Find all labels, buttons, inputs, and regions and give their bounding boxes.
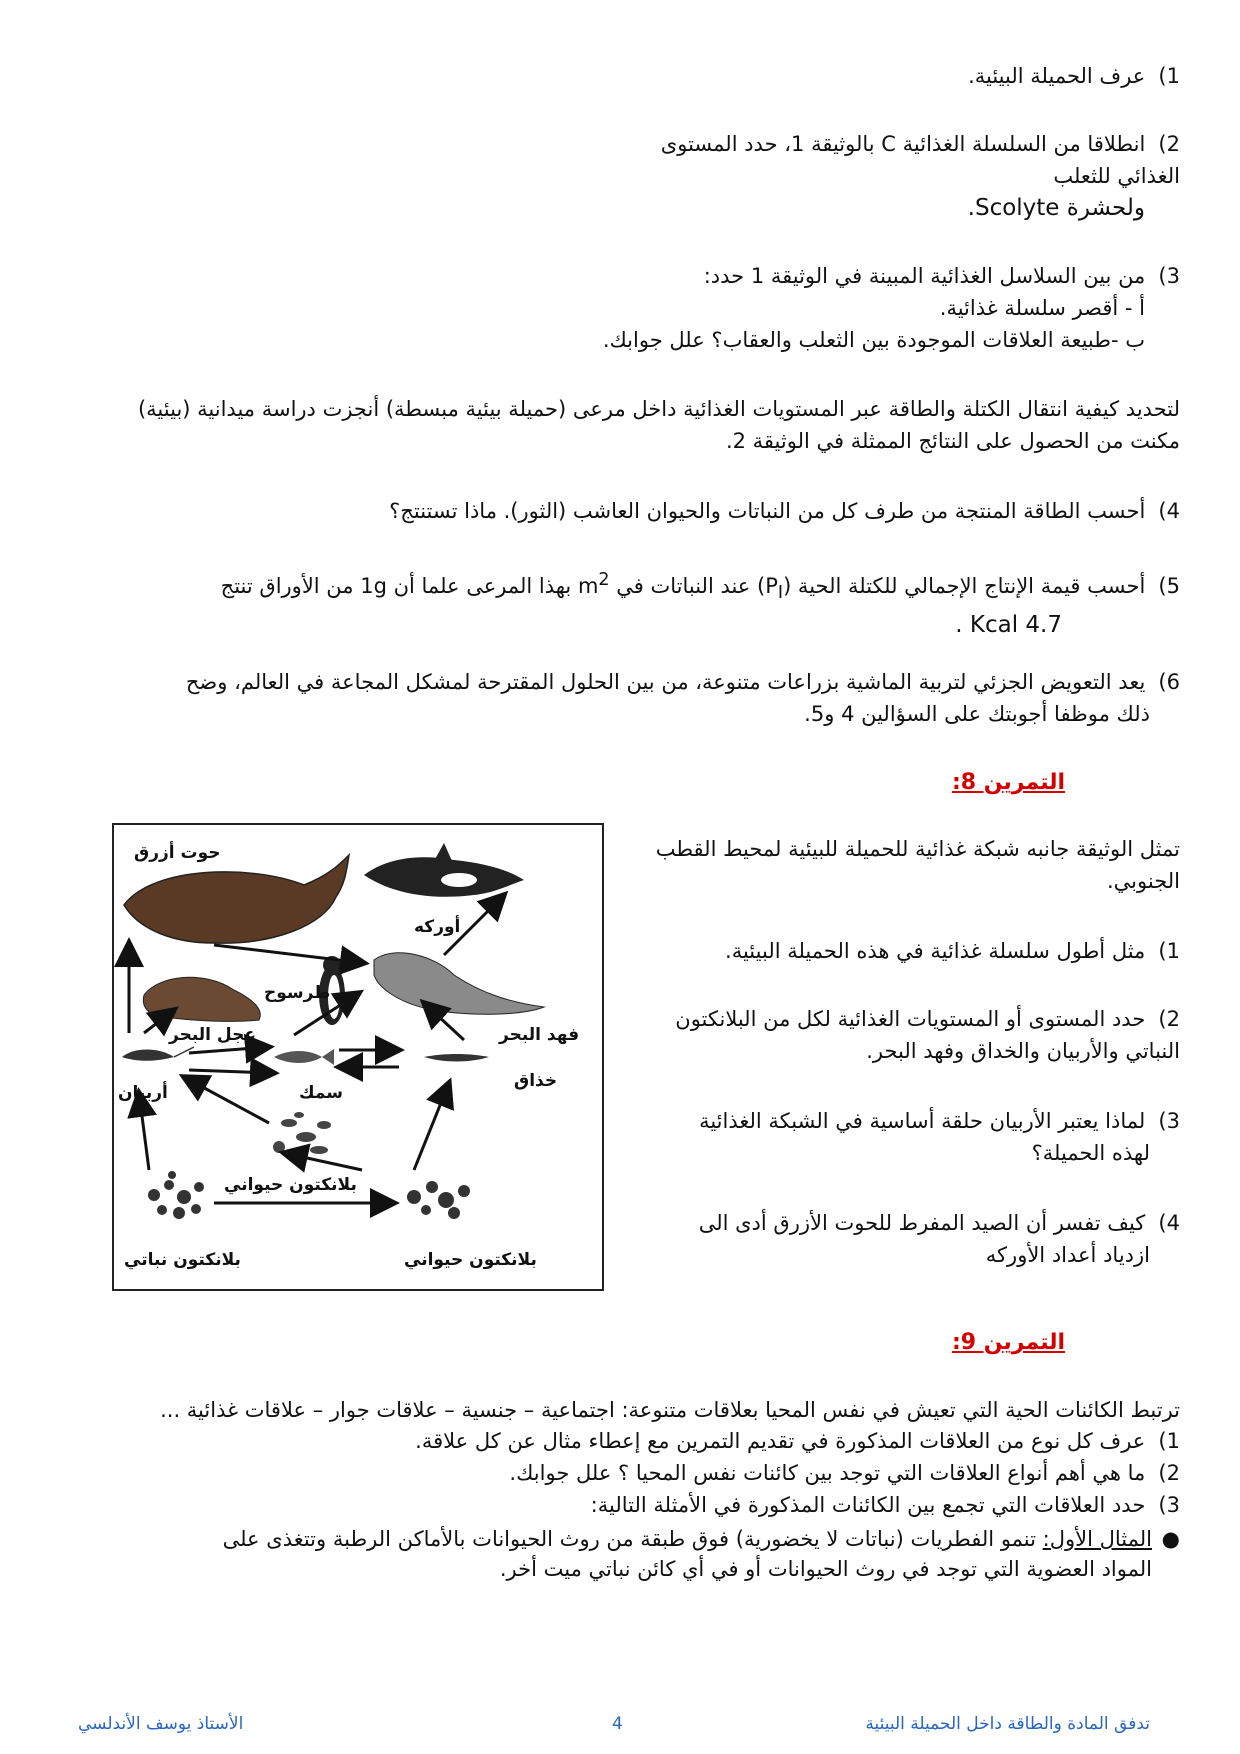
question-text-line: 4.7 Kcal .: [955, 612, 1062, 639]
exercise-9-question-3: [591, 1490, 1180, 1520]
question-3: [603, 260, 1180, 356]
question-text: أحسب قيمة الإنتاج الإجمالي للكتلة الحية (P: [765, 574, 1146, 598]
bullet-icon: ●: [1161, 1527, 1180, 1551]
question-number: 1): [1158, 939, 1180, 963]
question-number: 4): [1158, 499, 1180, 523]
label-blue-whale: حوت أزرق: [134, 843, 221, 863]
exercise-9-question-2: [509, 1458, 1180, 1488]
example-label: المثال الأول:: [1042, 1527, 1152, 1551]
footer-title: تدفق المادة والطاقة داخل الحميلة البيئية: [865, 1714, 1150, 1734]
exercise-9-intro: ترتبط الكائنات الحية التي تعيش في نفس المحيا بعلاقات متنوعة: اجتماعية – جنسية – علاقات جوار – علاقات غذائية ...: [160, 1398, 1180, 1422]
food-web-drawing: [114, 825, 602, 1289]
question-number: 2): [1158, 132, 1180, 156]
question-text-line: ذلك موظفا أجوبتك على السؤالين 4 و5.: [804, 702, 1150, 726]
zooplankton-bottom-icon: [407, 1181, 470, 1219]
sub-question-a: أ - أقصر سلسلة غذائية.: [939, 296, 1145, 320]
question-text: بهذا المرعى علما أن 1g من الأوراق تنتج: [220, 574, 578, 598]
question-number: 2): [1158, 1461, 1180, 1485]
label-shrimp: أربيان: [118, 1083, 168, 1103]
question-text: انطلاقا من السلسلة الغذائية C بالوثيقة 1، حدد المستوى: [660, 132, 1146, 156]
question-text: يعد التعويض الجزئي لتربية الماشية بزراعات متنوعة، من بين الحلول المقترحة لمشكل المجاعة في العالم، وضح: [185, 670, 1146, 694]
superscript: 2: [598, 570, 610, 590]
question-text: عرف الحميلة البيئية.: [968, 64, 1146, 88]
intro-line: تمثل الوثيقة جانبه شبكة غذائية للحميلة للبيئية لمحيط القطب: [655, 837, 1180, 861]
question-number: 1): [1158, 1429, 1180, 1453]
question-text: ما هي أهم أنواع العلاقات التي توجد بين كائنات نفس المحيا ؟ علل جوابك.: [509, 1461, 1146, 1485]
question-text-line: ازدياد أعداد الأوركه: [985, 1243, 1150, 1267]
question-text: لماذا يعتبر الأربيان حلقة أساسية في الشبكة الغذائية: [699, 1109, 1146, 1133]
food-web-diagram: [112, 823, 604, 1291]
subscript: I: [777, 583, 784, 604]
exercise-8-question-2: [600, 1003, 1180, 1067]
exercise-9-question-1: [415, 1426, 1180, 1456]
question-text-line: لهذه الحميلة؟: [1031, 1141, 1150, 1165]
question-number: 1): [1158, 64, 1180, 88]
question-text: ) عند النباتات في m: [577, 574, 766, 598]
label-fish: سمك: [299, 1083, 343, 1103]
footer-author: الأستاذ يوسف الأندلسي: [78, 1714, 244, 1734]
squid-icon: [424, 1054, 489, 1062]
question-text-line: الغذائي للثعلب: [1053, 164, 1180, 188]
footer-page-number: 4: [612, 1714, 623, 1734]
label-phytoplankton: بلانكتون نباتي: [124, 1250, 241, 1270]
question-text: كيف تفسر أن الصيد المفرط للحوت الأزرق أدى الى: [698, 1211, 1146, 1235]
question-text: أحسب الطاقة المنتجة من طرف كل من النباتات والحيوان العاشب (الثور). ماذا تستنتج؟: [389, 499, 1146, 523]
example-1: [50, 1524, 1180, 1584]
question-2: [661, 128, 1180, 224]
intro-line: لتحديد كيفية انتقال الكتلة والطاقة عبر المستويات الغذائية داخل مرعى (حميلة بيئية مبسطة) أنجزت دراسة ميدانية (بيئية): [137, 397, 1180, 421]
question-number: 3): [1158, 1493, 1180, 1517]
question-number: 6): [1158, 670, 1180, 694]
question-number: 2): [1158, 1007, 1180, 1031]
exercise-9-heading: التمرين 9:: [951, 1330, 1065, 1355]
label-sea-calf: عجل البحر: [169, 1025, 256, 1045]
phytoplankton-icon: [148, 1171, 204, 1219]
label-squid: خذاق: [514, 1071, 558, 1091]
question-1: [968, 60, 1180, 92]
exercise-8-heading: التمرين 8:: [951, 770, 1065, 795]
question-text-line: النباتي والأربيان والخداق وفهد البحر.: [866, 1039, 1180, 1063]
exercise-8-question-3: [620, 1105, 1180, 1169]
question-6: [50, 666, 1180, 730]
question-number: 3): [1158, 1109, 1180, 1133]
label-zooplankton-middle: بلانكتون حيواني: [224, 1175, 357, 1195]
question-text: من بين السلاسل الغذائية المبينة في الوثيقة 1 حدد:: [703, 264, 1146, 288]
question-text-line: ولحشرة Scolyte.: [967, 195, 1145, 221]
sea-calf-icon: [143, 977, 260, 1021]
question-4: [389, 495, 1180, 527]
label-zooplankton-bottom: بلانكتون حيواني: [404, 1250, 537, 1270]
zooplankton-middle-icon: [273, 1112, 331, 1154]
label-sea-leopard: فهد البحر: [499, 1025, 580, 1045]
question-number: 5): [1158, 574, 1180, 598]
sea-leopard-icon: [374, 953, 544, 1015]
example-text-line: المواد العضوية التي توجد في روث الحيوانات أو في أي كائن نباتي ميت أخر.: [499, 1557, 1152, 1581]
fish-icon: [274, 1049, 334, 1065]
exercise-8-question-1: [620, 935, 1180, 967]
exercise-8-question-4: [620, 1207, 1180, 1271]
intro-line: الجنوبي.: [1107, 869, 1180, 893]
label-penguin: طرسوح: [264, 983, 331, 1003]
example-text: تنمو الفطريات (نباتات لا يخضورية) فوق طبقة من روث الحيوانات بالأماكن الرطبة وتتغذى على: [222, 1527, 1043, 1551]
question-text: حدد العلاقات التي تجمع بين الكائنات المذكورة في الأمثلة التالية:: [590, 1493, 1146, 1517]
label-orca: أوركه: [414, 917, 461, 937]
intro-line: مكنت من الحصول على النتائج الممثلة في الوثيقة 2.: [725, 429, 1180, 453]
sub-question-b: ب -طبيعة العلاقات الموجودة بين الثعلب والعقاب؟ علل جوابك.: [602, 328, 1145, 352]
question-text: عرف كل نوع من العلاقات المذكورة في تقديم التمرين مع إعطاء مثال عن كل علاقة.: [415, 1429, 1146, 1453]
question-text: حدد المستوى أو المستويات الغذائية لكل من البلانكتون: [675, 1007, 1146, 1031]
exercise-8-intro: [620, 833, 1180, 897]
blue-whale-icon: [124, 855, 349, 943]
question-number: 4): [1158, 1211, 1180, 1235]
question-5: [50, 564, 1180, 641]
question-text: مثل أطول سلسلة غذائية في هذه الحميلة البيئية.: [725, 939, 1146, 963]
question-number: 3): [1158, 264, 1180, 288]
document-2-intro: [50, 393, 1180, 457]
shrimp-icon: [122, 1050, 174, 1061]
